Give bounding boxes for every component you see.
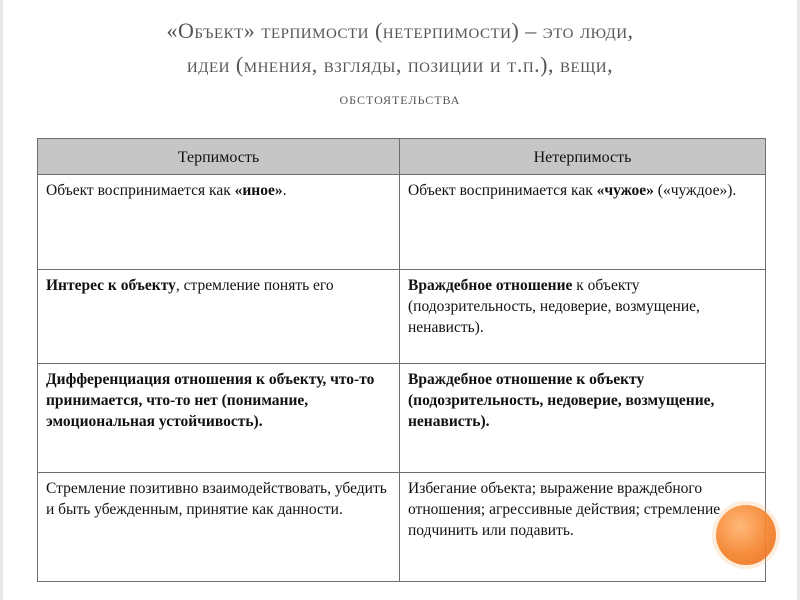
table-row xyxy=(38,175,766,270)
slide-title xyxy=(20,14,780,116)
table-row xyxy=(38,364,766,473)
cell-tolerance: Объект воспринимается как «иное». xyxy=(38,175,400,270)
cell-tolerance: Стремление позитивно взаимодействовать, убедить и быть убежденным, принятие как данности. xyxy=(38,473,400,582)
cell-intolerance: Враждебное отношение к объекту (подозрительность, недоверие, возмущение, ненависть). xyxy=(400,270,766,364)
title-line-3: обстоятельства xyxy=(339,89,461,108)
table-header-row xyxy=(38,139,766,175)
header-tolerance: Терпимость xyxy=(38,139,400,175)
comparison-table xyxy=(37,138,766,582)
cell-intolerance: Враждебное отношение к объекту (подозрительность, недоверие, возмущение, ненависть). xyxy=(400,364,766,473)
table-row xyxy=(38,473,766,582)
cell-intolerance: Избегание объекта; выражение враждебного отношения; агрессивные действия; стремление подчинить или подавить. xyxy=(400,473,766,582)
title-line-1: «Объект» терпимости (нетерпимости) – это люди, xyxy=(166,18,634,43)
cell-tolerance: Интерес к объекту, стремление понять его xyxy=(38,270,400,364)
table-row xyxy=(38,270,766,364)
decorative-orange-circle xyxy=(716,505,776,565)
header-intolerance: Нетерпимость xyxy=(400,139,766,175)
title-line-2: идеи (мнения, взгляды, позиции и т.п.), вещи, xyxy=(186,52,614,77)
cell-intolerance: Объект воспринимается как «чужое» («чуждое»). xyxy=(400,175,766,270)
cell-tolerance: Дифференциация отношения к объекту, что-то принимается, что-то нет (понимание, эмоциональная устойчивость). xyxy=(38,364,400,473)
